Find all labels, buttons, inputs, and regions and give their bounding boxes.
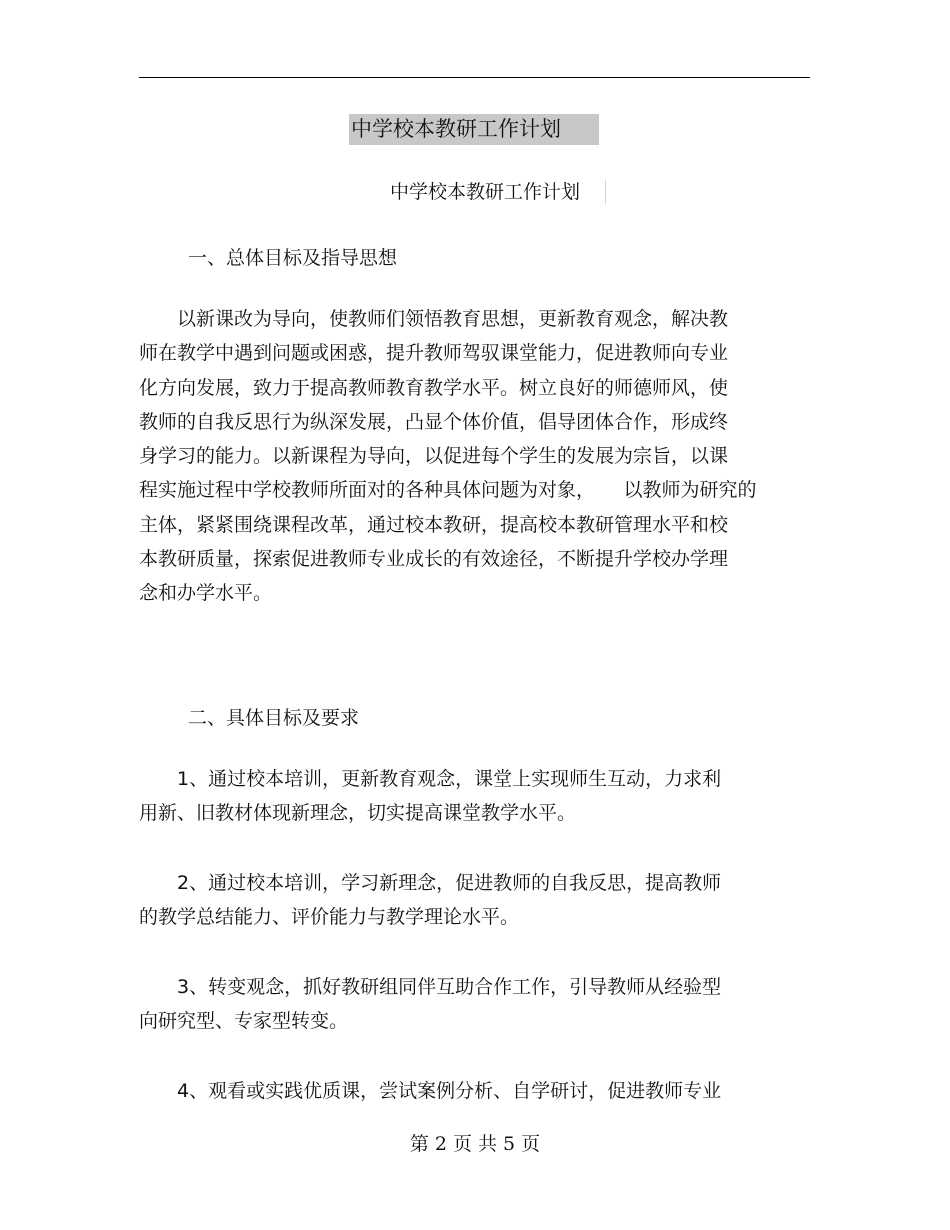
paragraph-line: 主体，紧紧围绕课程改革，通过校本教研，提高校本教研管理水平和校 xyxy=(139,513,729,536)
paragraph-line: 程实施过程中学校教师所面对的各种具体问题为对象， 以教师为研究的 xyxy=(139,479,757,502)
paragraph-line: 以新课改为导向，使教师们领悟教育思想，更新教育观念，解决教 xyxy=(139,308,729,330)
section-2-item-2 xyxy=(139,866,829,935)
paragraph-line: 用新、旧教材体现新理念，切实提高课堂教学水平。 xyxy=(139,802,577,825)
paragraph-line: 2、通过校本培训，学习新理念，促进教师的自我反思，提高教师 xyxy=(139,872,722,894)
document-banner-title: 中学校本教研工作计划 xyxy=(349,114,599,145)
paragraph-line: 向研究型、专家型转变。 xyxy=(139,1010,349,1033)
section-2-item-1 xyxy=(139,762,829,831)
text-cursor-marker xyxy=(605,180,606,204)
paragraph-line: 师在教学中遇到问题或困惑，提升教师驾驭课堂能力，促进教师向专业 xyxy=(139,342,729,365)
paragraph-line: 的教学总结能力、评价能力与教学理论水平。 xyxy=(139,906,520,929)
paragraph-line: 本教研质量，探索促进教师专业成长的有效途径，不断提升学校办学理 xyxy=(139,548,729,571)
section-1-paragraph xyxy=(139,302,829,611)
paragraph-line: 念和办学水平。 xyxy=(139,582,273,605)
section-2-item-4 xyxy=(139,1074,829,1108)
paragraph-line: 3、转变观念，抓好教研组同伴互助合作工作，引导教师从经验型 xyxy=(139,976,722,998)
page-number-footer: 第 2 页 共 5 页 xyxy=(409,1133,541,1155)
section-2-heading: 二、具体目标及要求 xyxy=(188,707,360,729)
paragraph-line: 化方向发展，致力于提高教师教育教学水平。树立良好的师德师风，使 xyxy=(139,376,729,399)
section-2-item-3 xyxy=(139,970,829,1039)
paragraph-line: 1、通过校本培训，更新教育观念，课堂上实现师生互动，力求利 xyxy=(139,768,722,790)
paragraph-line: 教师的自我反思行为纵深发展，凸显个体价值，倡导团体合作，形成终 xyxy=(139,410,729,433)
paragraph-line: 4、观看或实践优质课，尝试案例分析、自学研讨，促进教师专业 xyxy=(139,1080,722,1102)
paragraph-line: 身学习的能力。以新课程为导向，以促进每个学生的发展为宗旨，以课 xyxy=(139,445,729,468)
section-1-heading: 一、总体目标及指导思想 xyxy=(188,247,398,269)
document-subtitle: 中学校本教研工作计划 xyxy=(390,181,581,203)
header-rule xyxy=(139,77,810,78)
